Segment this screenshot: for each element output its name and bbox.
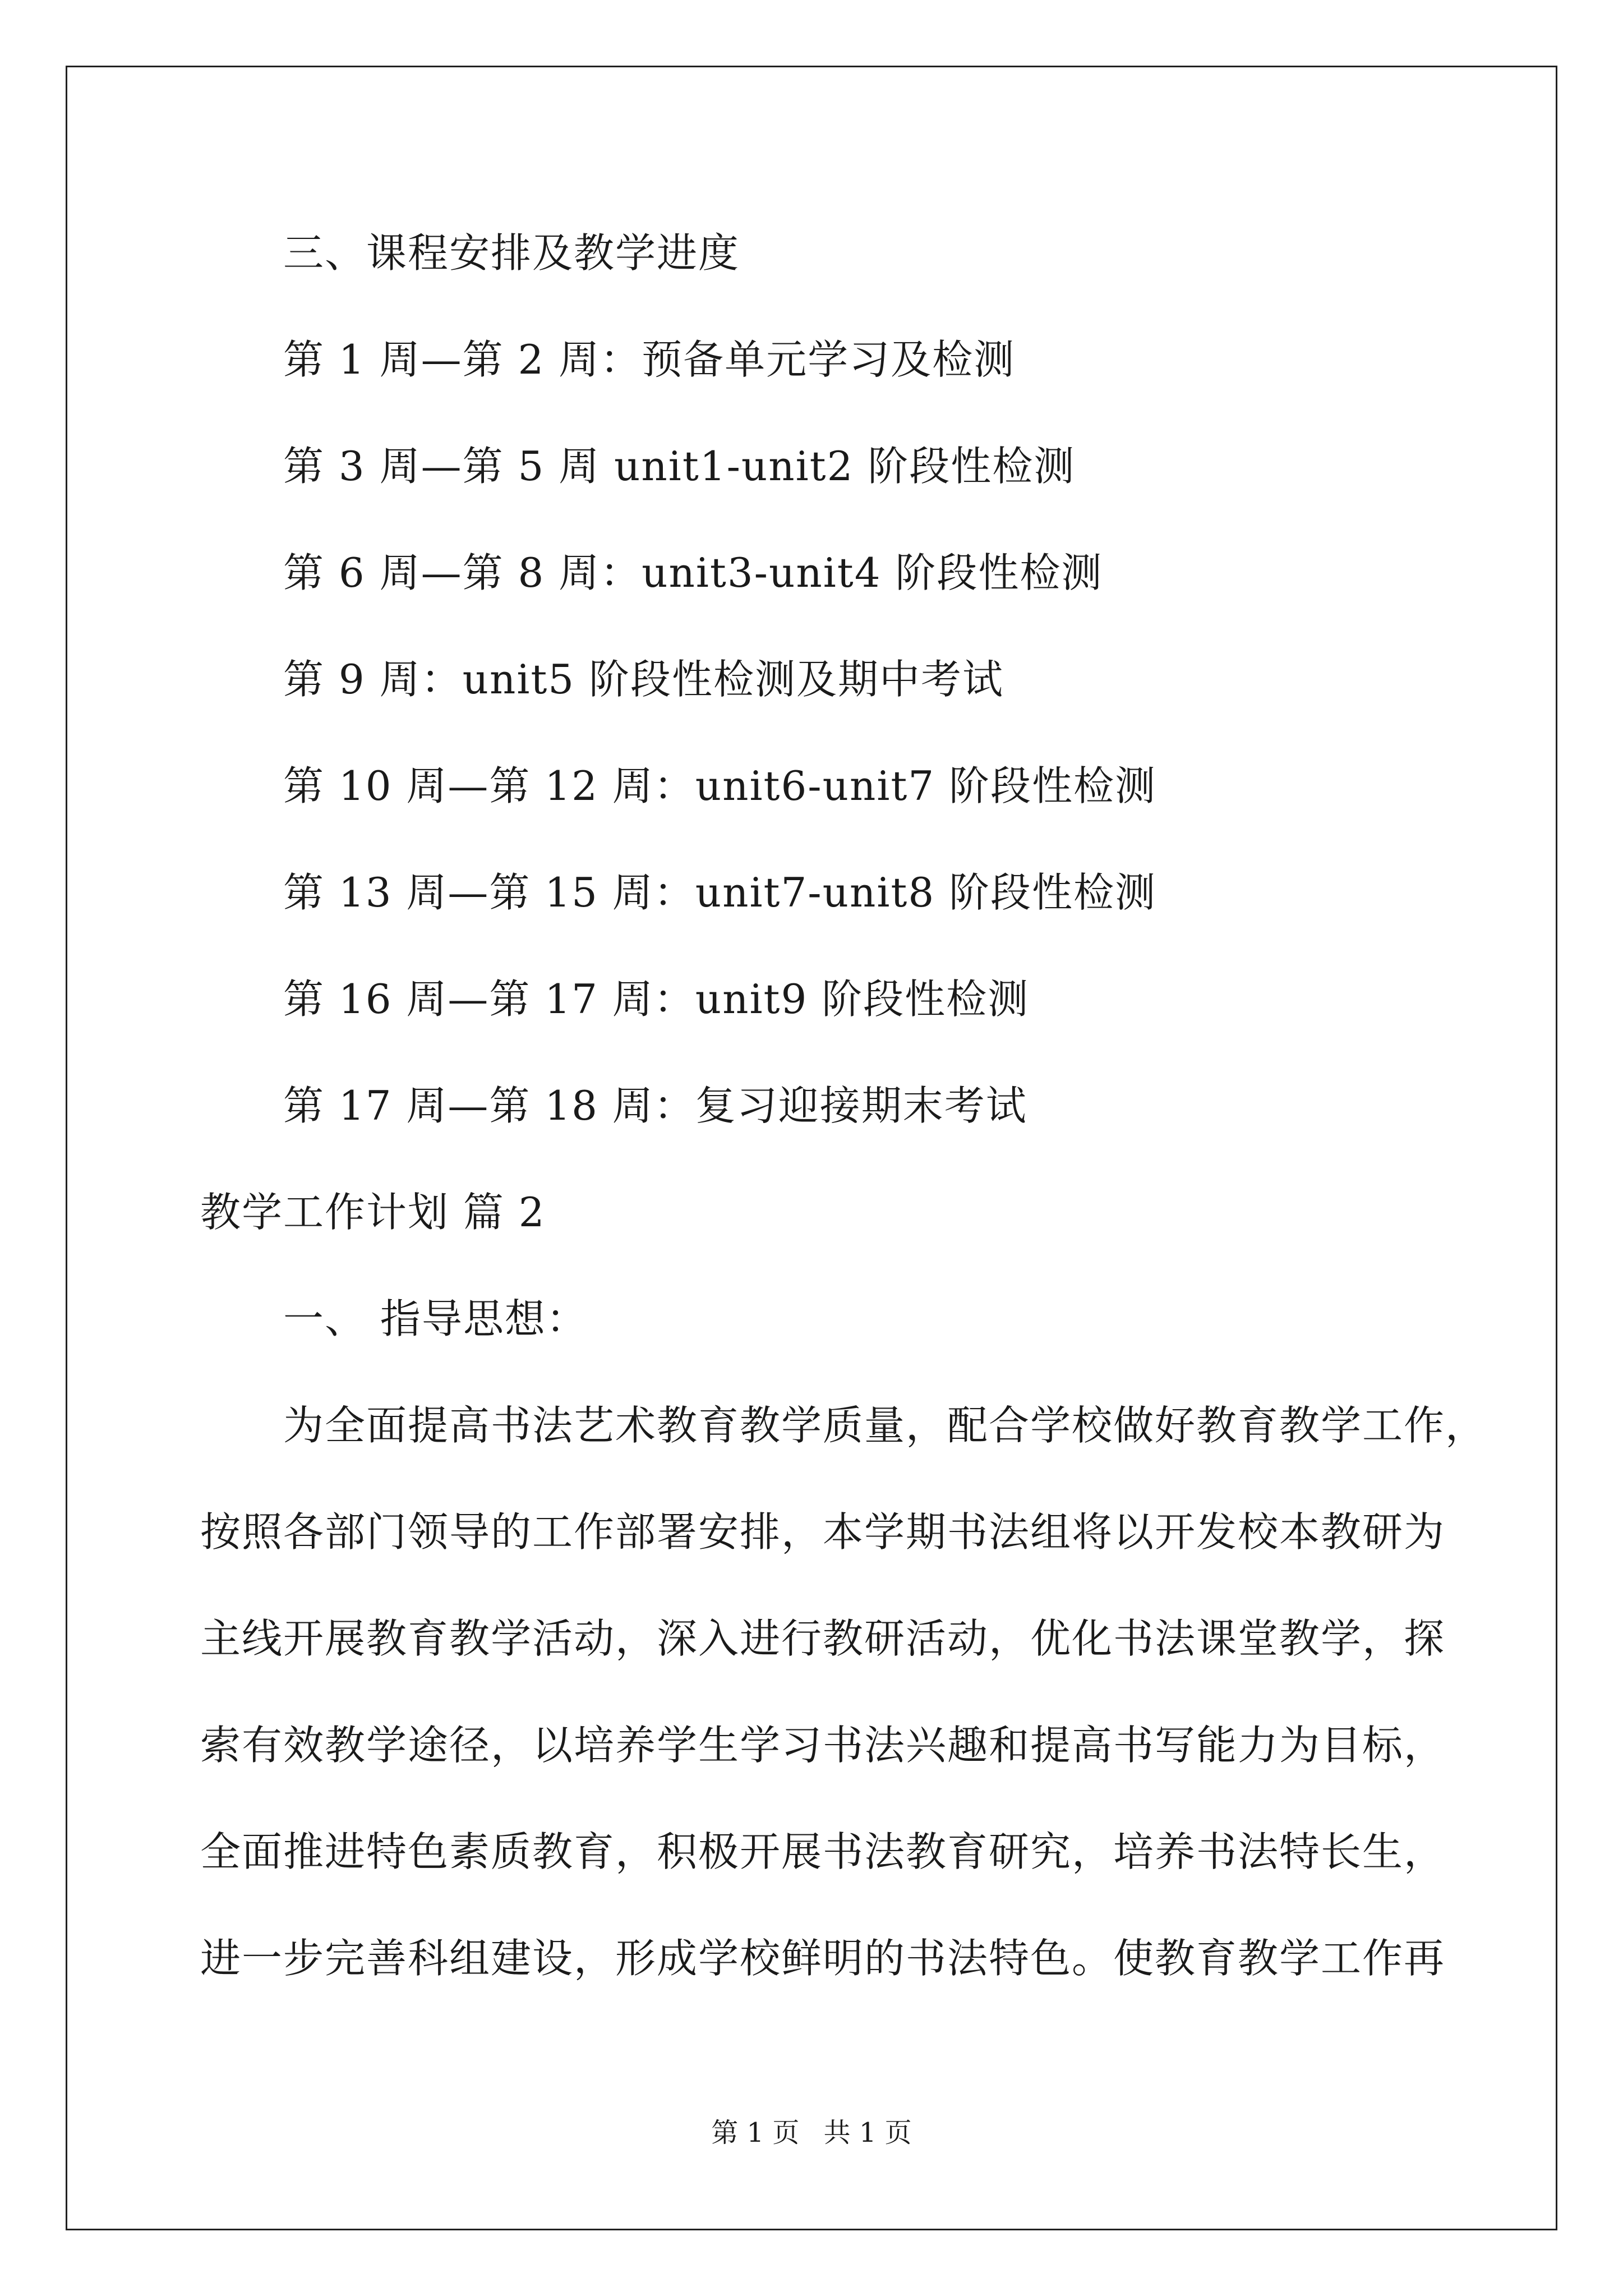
paragraph-line: 进一步完善科组建设，形成学校鲜明的书法特色。使教育教学工作再 — [200, 1935, 1446, 1982]
page-footer — [0, 2116, 1623, 2150]
subsection-heading: 一、 指导思想： — [283, 1295, 588, 1342]
page-number: 第 1 页 — [711, 2117, 800, 2148]
paragraph-line: 主线开展教育教学活动，深入进行教研活动，优化书法课堂教学，探 — [200, 1615, 1446, 1662]
schedule-row: 第 17 周—第 18 周：复习迎接期末考试 — [283, 1082, 1027, 1129]
paragraph-line: 按照各部门领导的工作部署安排，本学期书法组将以开发校本教研为 — [200, 1508, 1446, 1556]
schedule-heading: 三、课程安排及教学进度 — [283, 229, 740, 277]
page-total: 共 1 页 — [823, 2117, 912, 2148]
paragraph-line: 索有效教学途径，以培养学生学习书法兴趣和提高书写能力为目标， — [200, 1722, 1446, 1769]
schedule-row: 第 13 周—第 15 周：unit7-unit8 阶段性检测 — [283, 869, 1157, 916]
schedule-row: 第 3 周—第 5 周 unit1-unit2 阶段性检测 — [283, 443, 1076, 490]
schedule-row: 第 6 周—第 8 周：unit3-unit4 阶段性检测 — [283, 549, 1103, 596]
schedule-row: 第 10 周—第 12 周：unit6-unit7 阶段性检测 — [283, 762, 1157, 809]
schedule-row: 第 1 周—第 2 周：预备单元学习及检测 — [283, 336, 1016, 383]
page-border — [66, 66, 1557, 2230]
paragraph-line: 为全面提高书法艺术教育教学质量，配合学校做好教育教学工作， — [283, 1402, 1487, 1449]
section-title: 教学工作计划 篇 2 — [200, 1189, 546, 1236]
paragraph-line: 全面推进特色素质教育，积极开展书法教育研究，培养书法特长生， — [200, 1828, 1446, 1875]
schedule-row: 第 16 周—第 17 周：unit9 阶段性检测 — [283, 976, 1030, 1023]
schedule-row: 第 9 周：unit5 阶段性检测及期中考试 — [283, 656, 1004, 703]
